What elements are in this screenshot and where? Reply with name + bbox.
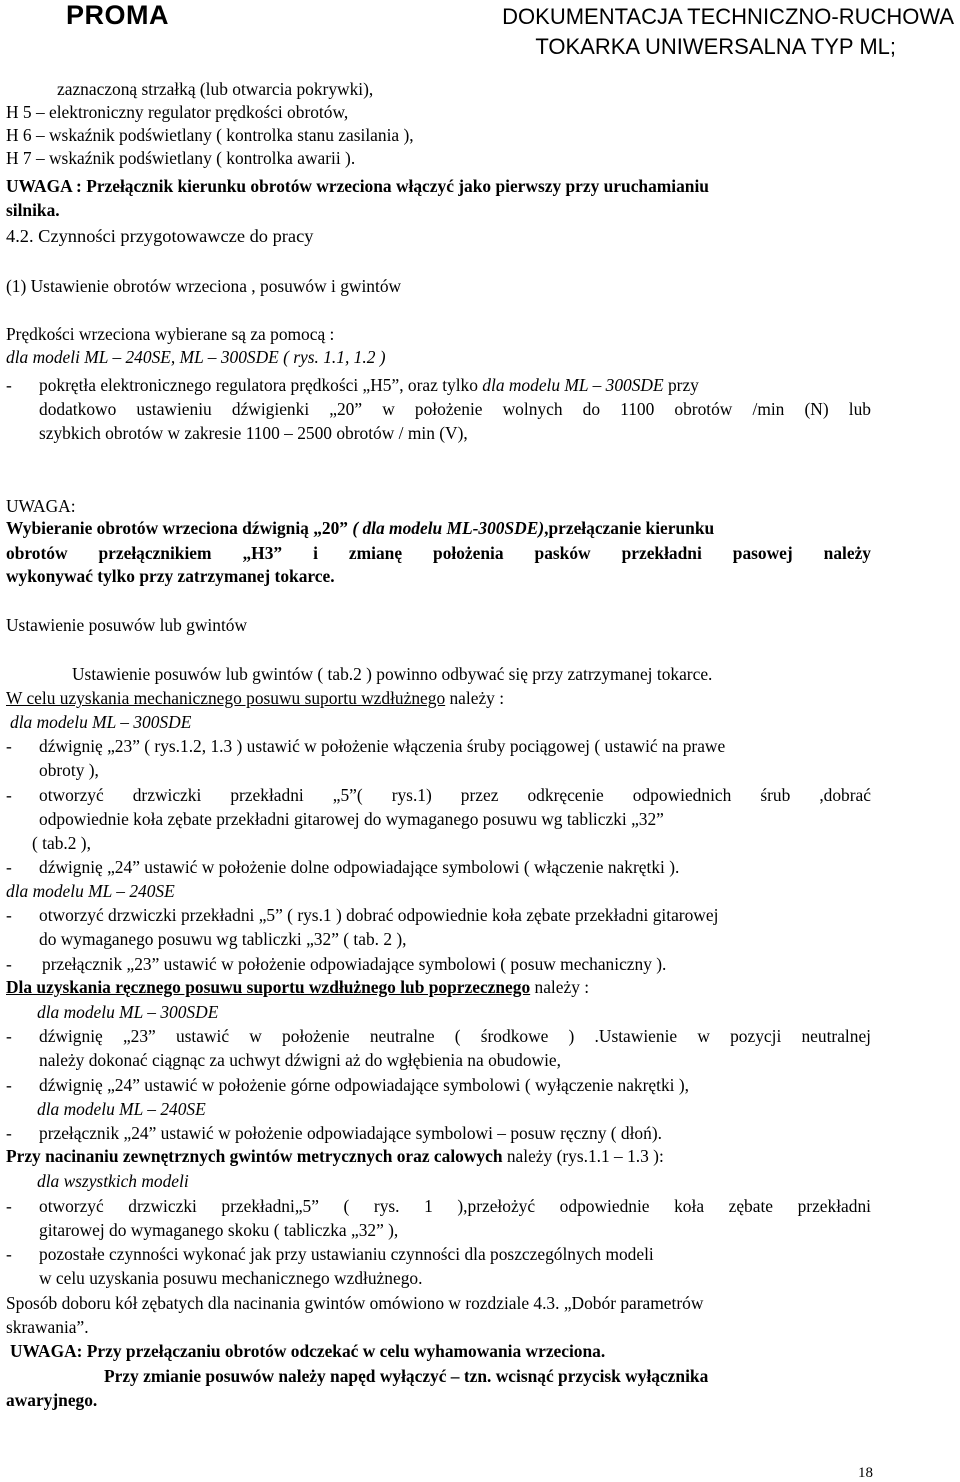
text-line: otworzyć drzwiczki przekładni „5”( rys.1) przez odkręcenie odpowiednich śrub ,dobrać [39, 785, 871, 805]
text-line: Przy nacinaniu zewnętrznych gwintów metrycznych oraz calowych należy (rys.1.1 – 1.3 ): [6, 1146, 664, 1166]
warning-line: UWAGA : Przełącznik kierunku obrotów wrzeciona włączyć jako pierwszy przy uruchamianiu [6, 176, 709, 196]
text-line: Dla uzyskania ręcznego posuwu suportu wzdłużnego lub poprzecznego należy : [6, 977, 590, 997]
document-type: DOKUMENTACJA TECHNICZNO-RUCHOWA [502, 4, 954, 29]
model-label: dla modelu ML – 240SE [6, 881, 175, 901]
text-line: otworzyć drzwiczki przekładni „5” ( rys.1 ) dobrać odpowiednie koła zębate przekładni gitarowej [39, 905, 719, 925]
model-label: dla modelu ML – 300SDE [37, 1002, 219, 1022]
warning-line: UWAGA: Przy przełączaniu obrotów odczekać w celu wyhamowania wrzeciona. [10, 1341, 606, 1361]
warning-label: UWAGA: [6, 496, 76, 516]
text-line: otworzyć drzwiczki przekładni„5” ( rys. 1 ),przełożyć odpowiednie koła zębate przekładni [39, 1196, 871, 1216]
text-line: odpowiednie koła zębate przekładni gitarowej do wymaganego posuwu wg tabliczki „32” [39, 809, 664, 829]
list-dash: - [6, 905, 12, 925]
company-logo: PROMA [66, 0, 169, 30]
warning-line: awaryjnego. [6, 1390, 98, 1410]
text-line: pozostałe czynności wykonać jak przy ustawianiu czynności dla poszczególnych modeli [39, 1244, 654, 1264]
list-dash: - [6, 857, 12, 877]
document-subject: TOKARKA UNIWERSALNA TYP ML; [535, 34, 896, 59]
text-line: W celu uzyskania mechanicznego posuwu suportu wzdłużnego należy : [6, 688, 505, 708]
text-line: do wymaganego posuwu wg tabliczki „32” ( tab. 2 ), [39, 929, 407, 949]
list-dash: - [6, 1123, 12, 1143]
text-line: Ustawienie posuwów lub gwintów ( tab.2 ) powinno odbywać się przy zatrzymanej tokarce. [72, 664, 713, 684]
subsection-heading: Ustawienie posuwów lub gwintów [6, 615, 248, 635]
subsection-heading: (1) Ustawienie obrotów wrzeciona , posuwów i gwintów [6, 276, 402, 296]
text-line: dźwignię „23” ( rys.1.2, 1.3 ) ustawić w położenie włączenia śruby pociągowej ( ustawić na prawe [39, 736, 726, 756]
list-dash: - [6, 954, 12, 974]
text-line: H 6 – wskaźnik podświetlany ( kontrolka stanu zasilania ), [6, 125, 414, 145]
text-line: zaznaczoną strzałką (lub otwarcia pokrywki), [57, 79, 374, 99]
list-dash: - [6, 375, 12, 395]
text-line: dźwignię „24” ustawić w położenie dolne odpowiadające symbolowi ( włączenie nakrętki ). [39, 857, 680, 877]
text-line: przełącznik „23” ustawić w położenie odpowiadające symbolowi ( posuw mechaniczny ). [42, 954, 667, 974]
text-line: skrawania”. [6, 1317, 89, 1337]
list-dash: - [6, 1075, 12, 1095]
text-line: pokrętła elektronicznego regulatora prędkości „H5”, oraz tylko dla modelu ML – 300SDE przy [39, 375, 699, 395]
warning-line: silnika. [6, 200, 60, 220]
page-header [0, 0, 960, 66]
warning-line: wykonywać tylko przy zatrzymanej tokarce. [6, 566, 335, 586]
text-line: szybkich obrotów w zakresie 1100 – 2500 obrotów / min (V), [39, 423, 468, 443]
text-line: dodatkowo ustawieniu dźwigienki „20” w położenie wolnych do 1100 obrotów /min (N) lub [39, 399, 871, 419]
text-line: Prędkości wrzeciona wybierane są za pomocą : [6, 324, 335, 344]
model-label: dla modeli ML – 240SE, ML – 300SDE ( rys. 1.1, 1.2 ) [6, 347, 386, 367]
model-label: dla modelu ML – 300SDE [10, 712, 192, 732]
list-dash: - [6, 1196, 12, 1216]
list-dash: - [6, 1244, 12, 1264]
warning-line: Wybieranie obrotów wrzeciona dźwignią „20” ( dla modelu ML-300SDE),przełączanie kierunku [6, 518, 715, 538]
text-line: ( tab.2 ), [32, 833, 91, 853]
list-dash: - [6, 736, 12, 756]
warning-line: Przy zmianie posuwów należy napęd wyłączyć – tzn. wcisnąć przycisk wyłącznika [104, 1366, 709, 1386]
text-line: obroty ), [39, 760, 99, 780]
list-dash: - [6, 785, 12, 805]
model-label: dla modelu ML – 240SE [37, 1099, 206, 1119]
text-line: dźwignię „24” ustawić w położenie górne odpowiadające symbolowi ( wyłączenie nakrętki ), [39, 1075, 689, 1095]
list-dash: - [6, 1026, 12, 1046]
text-line: należy dokonać ciągnąc za uchwyt dźwigni aż do wgłębienia na obudowie, [39, 1050, 561, 1070]
warning-line: obrotów przełącznikiem „H3” i zmianę położenia pasków przekładni pasowej należy [6, 543, 871, 563]
text-line: dźwignię „23” ustawić w położenie neutralne ( środkowe ) .Ustawienie w pozycji neutralnej [39, 1026, 871, 1046]
text-line: H 5 – elektroniczny regulator prędkości obrotów, [6, 102, 349, 122]
text-line: Sposób doboru kół zębatych dla nacinania gwintów omówiono w rozdziale 4.3. „Dobór parametrów [6, 1293, 704, 1313]
text-line: H 7 – wskaźnik podświetlany ( kontrolka awarii ). [6, 148, 356, 168]
page-number: 18 [858, 1465, 873, 1481]
model-label: dla wszystkich modeli [37, 1171, 189, 1191]
text-line: w celu uzyskania posuwu mechanicznego wzdłużnego. [39, 1268, 423, 1288]
text-line: gitarowej do wymaganego skoku ( tabliczka „32” ), [39, 1220, 399, 1240]
text-line: przełącznik „24” ustawić w położenie odpowiadające symbolowi – posuw ręczny ( dłoń). [39, 1123, 662, 1143]
section-heading: 4.2. Czynności przygotowawcze do pracy [6, 226, 314, 246]
